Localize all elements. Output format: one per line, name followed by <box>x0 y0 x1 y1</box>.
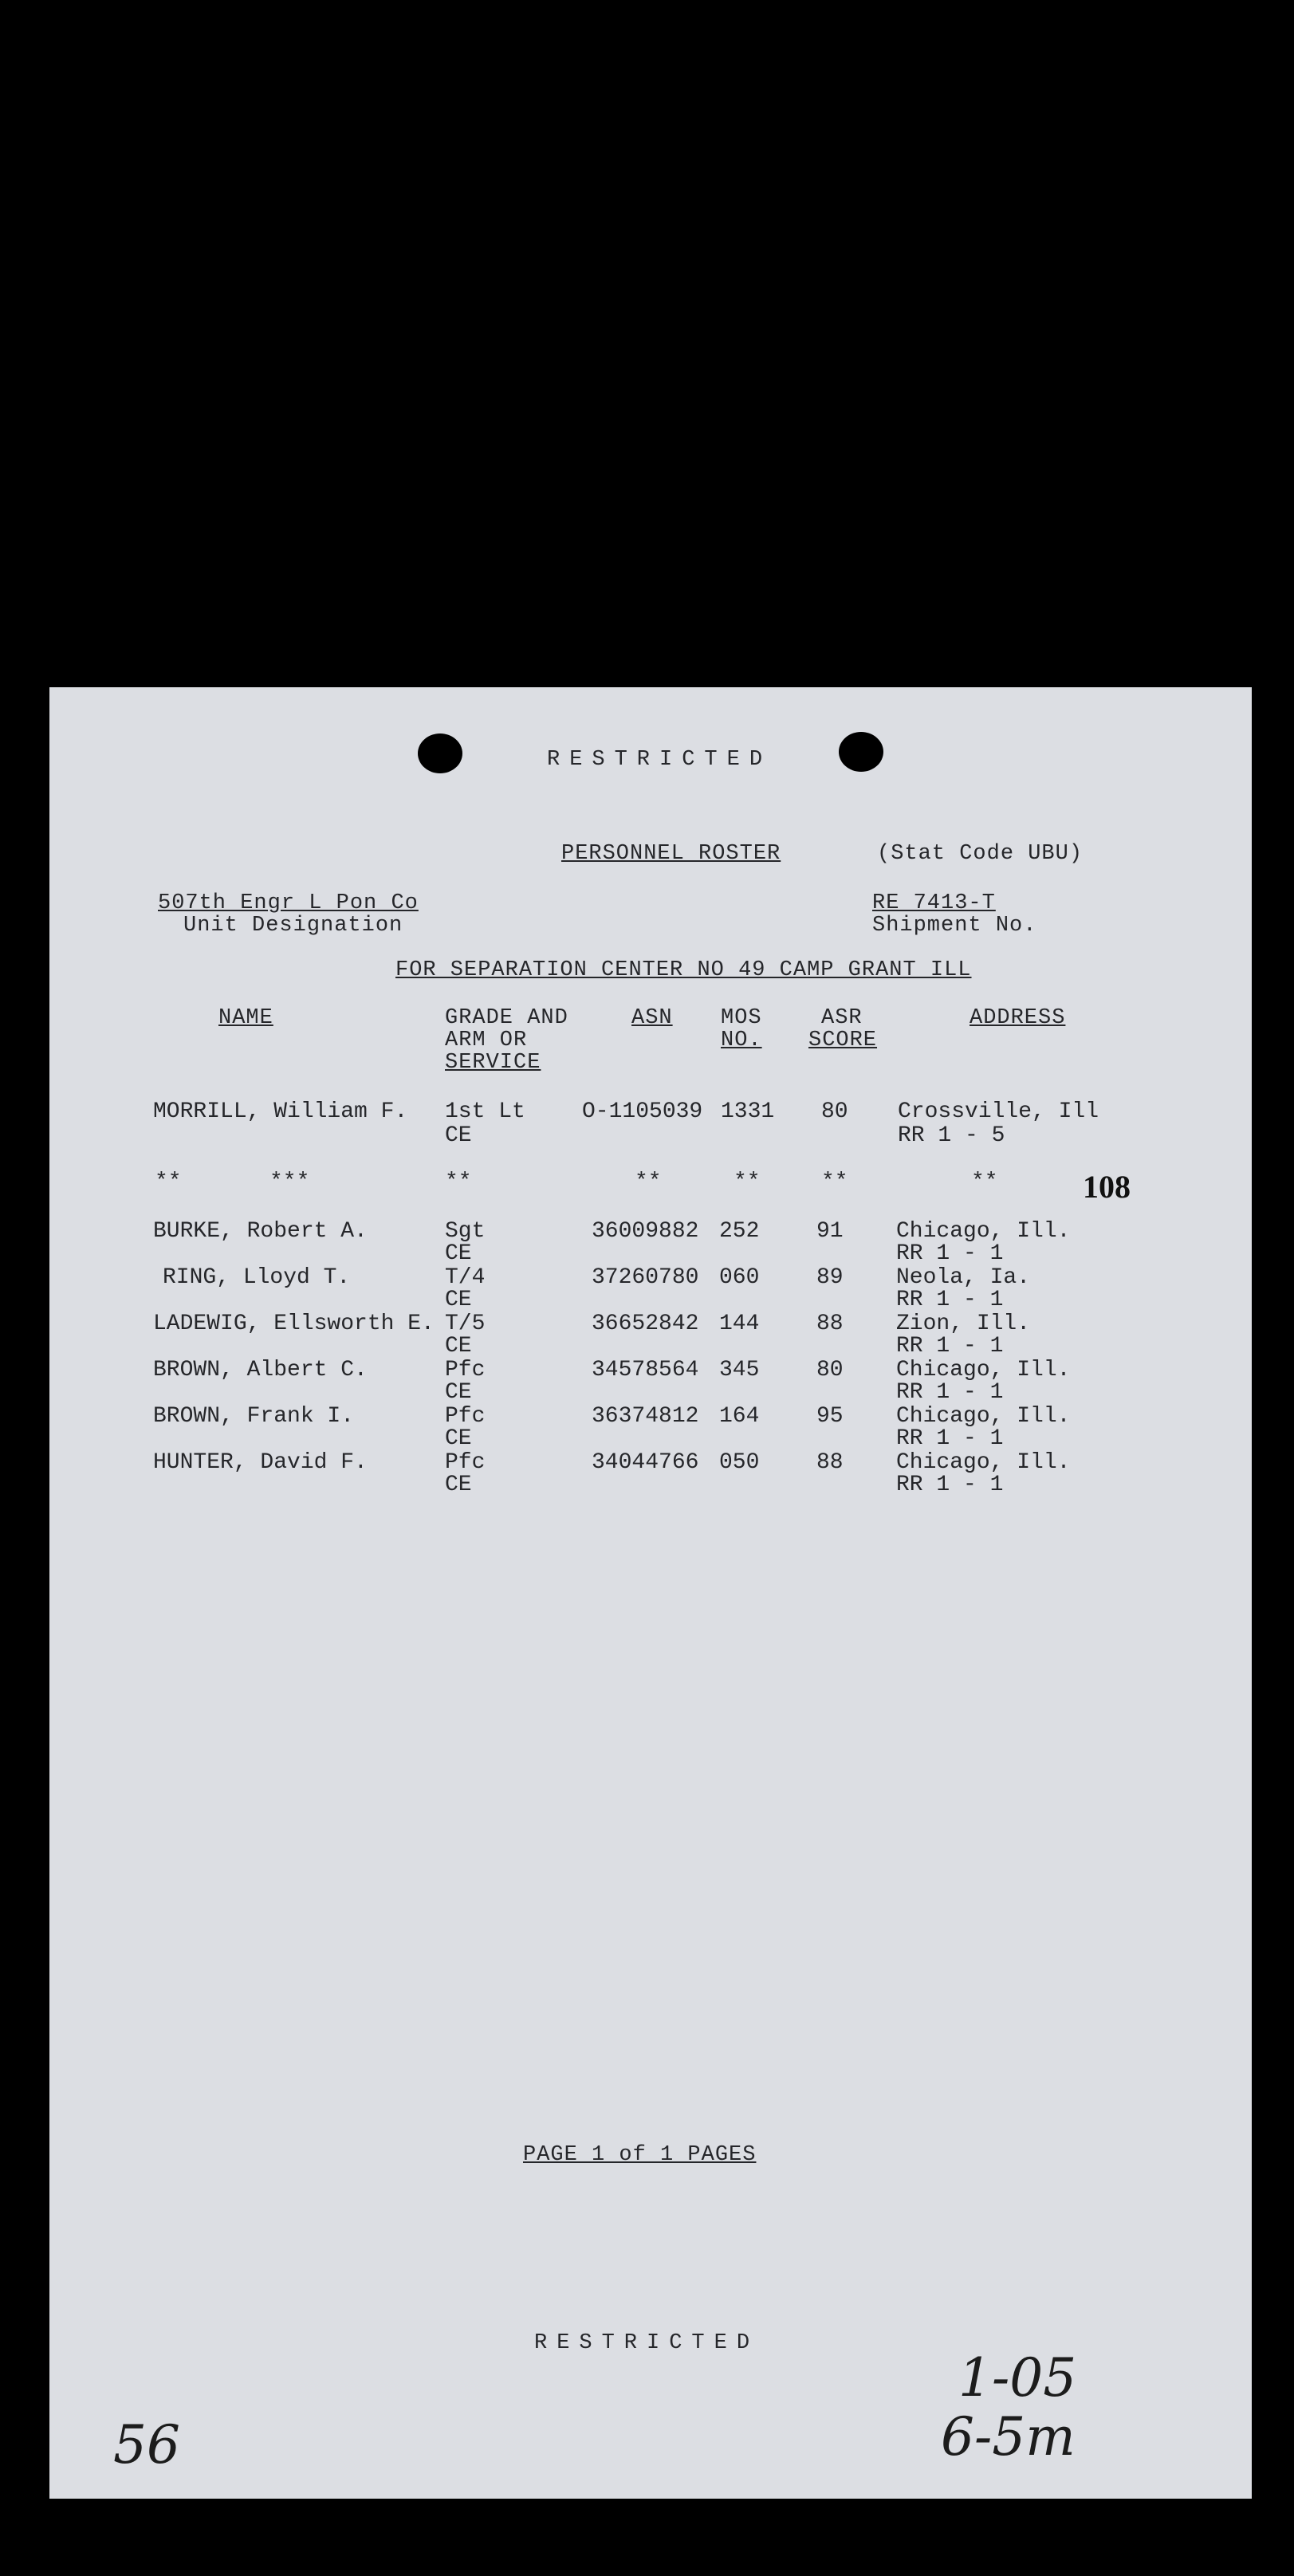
personnel-grade: T/5 <box>445 1312 486 1336</box>
personnel-address-line1: Chicago, Ill. <box>896 1450 1071 1475</box>
personnel-mos: 345 <box>719 1358 760 1382</box>
personnel-name: HUNTER, David F. <box>153 1450 368 1475</box>
separator-c: ** <box>445 1170 472 1194</box>
personnel-address-line1: Zion, Ill. <box>896 1312 1031 1336</box>
punch-hole-right <box>839 732 883 772</box>
column-header-grade-1: GRADE AND <box>445 1006 568 1030</box>
personnel-name: LADEWIG, Ellsworth E. <box>153 1312 435 1336</box>
personnel-mos: 164 <box>719 1404 760 1429</box>
officer-address-line2: RR 1 - 5 <box>898 1123 1005 1148</box>
column-header-grade-2: ARM OR <box>445 1028 528 1052</box>
personnel-address-line2: RR 1 - 1 <box>896 1334 1004 1359</box>
personnel-mos: 060 <box>719 1265 760 1290</box>
restricted-footer: RESTRICTED <box>534 2331 760 2355</box>
separator-e: ** <box>734 1170 761 1194</box>
stat-code: (Stat Code UBU) <box>877 842 1084 866</box>
column-header-address: ADDRESS <box>970 1006 1066 1030</box>
personnel-arm: CE <box>445 1380 472 1405</box>
personnel-mos: 144 <box>719 1312 760 1336</box>
column-header-mos-2: NO. <box>721 1028 762 1052</box>
officer-arm: CE <box>445 1123 472 1148</box>
column-header-asn: ASN <box>631 1006 673 1030</box>
personnel-grade: Sgt <box>445 1219 486 1244</box>
document-title: PERSONNEL ROSTER <box>561 842 781 866</box>
unit-name: 507th Engr L Pon Co <box>158 891 419 915</box>
personnel-asn: 36009882 <box>592 1219 699 1244</box>
document-page <box>49 687 1252 2499</box>
separator-g: ** <box>971 1170 998 1194</box>
personnel-asr: 95 <box>816 1404 844 1429</box>
restricted-header: RESTRICTED <box>547 748 773 772</box>
officer-name: MORRILL, William F. <box>153 1099 408 1124</box>
personnel-asn: 36374812 <box>592 1404 699 1429</box>
officer-asn: O-1105039 <box>582 1099 703 1124</box>
personnel-name: RING, Lloyd T. <box>163 1265 351 1290</box>
personnel-address-line1: Chicago, Ill. <box>896 1404 1071 1429</box>
shipment-number: RE 7413-T <box>872 891 996 915</box>
handwritten-note-line1: 1-05 <box>958 2347 1077 2409</box>
personnel-arm: CE <box>445 1334 472 1359</box>
personnel-asr: 88 <box>816 1450 844 1475</box>
personnel-grade: Pfc <box>445 1404 486 1429</box>
column-header-name: NAME <box>218 1006 273 1030</box>
separator-d: ** <box>635 1170 662 1194</box>
stamped-number: 108 <box>1083 1169 1131 1205</box>
page-indicator: PAGE 1 of 1 PAGES <box>523 2143 757 2167</box>
column-header-grade-3: SERVICE <box>445 1051 541 1075</box>
personnel-asr: 89 <box>816 1265 844 1290</box>
personnel-arm: CE <box>445 1426 472 1451</box>
personnel-address-line1: Chicago, Ill. <box>896 1358 1071 1382</box>
handwritten-page-number: 56 <box>113 2414 180 2476</box>
personnel-grade: T/4 <box>445 1265 486 1290</box>
personnel-address-line1: Chicago, Ill. <box>896 1219 1071 1244</box>
personnel-address-line2: RR 1 - 1 <box>896 1473 1004 1497</box>
separator-f: ** <box>821 1170 848 1194</box>
personnel-name: BROWN, Frank I. <box>153 1404 355 1429</box>
personnel-arm: CE <box>445 1288 472 1312</box>
personnel-arm: CE <box>445 1473 472 1497</box>
separator-a: ** <box>155 1170 182 1194</box>
personnel-asn: 34578564 <box>592 1358 699 1382</box>
personnel-address-line2: RR 1 - 1 <box>896 1288 1004 1312</box>
unit-caption: Unit Designation <box>183 914 403 938</box>
handwritten-note-line2: 6-5m <box>941 2406 1076 2468</box>
shipment-caption: Shipment No. <box>872 914 1037 938</box>
personnel-asr: 91 <box>816 1219 844 1244</box>
personnel-address-line1: Neola, Ia. <box>896 1265 1031 1290</box>
officer-mos: 1331 <box>721 1099 775 1124</box>
column-header-asr-1: ASR <box>821 1006 863 1030</box>
column-header-mos-1: MOS <box>721 1006 762 1030</box>
personnel-name: BROWN, Albert C. <box>153 1358 368 1382</box>
personnel-arm: CE <box>445 1241 472 1266</box>
personnel-mos: 252 <box>719 1219 760 1244</box>
personnel-asr: 80 <box>816 1358 844 1382</box>
separator-b: *** <box>269 1170 310 1194</box>
personnel-mos: 050 <box>719 1450 760 1475</box>
officer-address-line1: Crossville, Ill <box>898 1099 1099 1124</box>
personnel-asn: 37260780 <box>592 1265 699 1290</box>
column-header-asr-2: SCORE <box>808 1028 878 1052</box>
personnel-asr: 88 <box>816 1312 844 1336</box>
personnel-address-line2: RR 1 - 1 <box>896 1241 1004 1266</box>
officer-grade: 1st Lt <box>445 1099 525 1124</box>
punch-hole-left <box>418 733 462 773</box>
personnel-asn: 36652842 <box>592 1312 699 1336</box>
personnel-asn: 34044766 <box>592 1450 699 1475</box>
personnel-name: BURKE, Robert A. <box>153 1219 368 1244</box>
destination-line: FOR SEPARATION CENTER NO 49 CAMP GRANT ILL <box>395 958 972 982</box>
personnel-address-line2: RR 1 - 1 <box>896 1426 1004 1451</box>
personnel-address-line2: RR 1 - 1 <box>896 1380 1004 1405</box>
officer-asr: 80 <box>821 1099 848 1124</box>
personnel-grade: Pfc <box>445 1450 486 1475</box>
personnel-grade: Pfc <box>445 1358 486 1382</box>
